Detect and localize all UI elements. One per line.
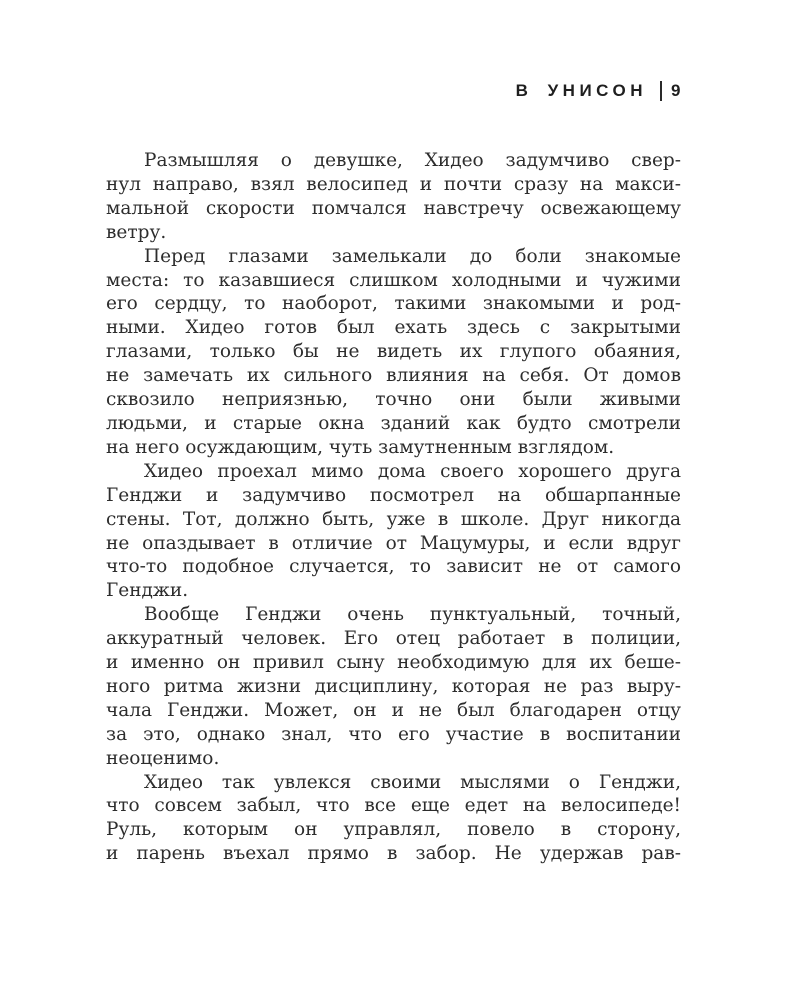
text-line: стены. Тот, должно быть, уже в школе. Друг никогда [106,508,681,530]
text-line: ного ритма жизни дисциплину, которая не раз выру- [106,675,681,697]
text-line: неоценимо. [106,747,220,769]
running-header [516,80,685,102]
text-line: ветру. [106,221,167,243]
text-line: нул направо, взял велосипед и почти сразу на макси- [106,173,681,195]
text-line: чала Генджи. Может, он и не был благодарен отцу [106,699,681,721]
text-line: на него осуждающим, чуть замутненным взглядом. [106,436,615,458]
paragraph [106,771,681,867]
text-line: и парень въехал прямо в забор. Не удержав рав- [106,843,681,865]
text-line: Генджи. [106,580,189,602]
text-line: что-то подобное случается, то зависит не от самого [106,556,681,578]
text-line: за это, однако знал, что его участие в воспитании [106,723,681,745]
text-line: не опаздывает в отличие от Мацумуры, и если вдруг [106,532,681,554]
text-line: его сердцу, то наоборот, такими знакомыми и род- [106,293,681,315]
paragraph [106,149,681,245]
paragraph [106,603,681,770]
paragraph [106,245,681,460]
text-line: аккуратный человек. Его отец работает в полиции, [106,628,681,650]
text-line: Генджи и задумчиво посмотрел на обшарпанные [106,484,681,506]
text-line: людьми, и старые окна зданий как будто смотрели [106,412,681,434]
text-line: Перед глазами замелькали до боли знакомые [144,245,681,267]
header-separator-bar [660,81,662,101]
text-line: Хидео проехал мимо дома своего хорошего друга [144,460,681,482]
page-number: 9 [671,81,685,100]
text-line: и именно он привил сыну необходимую для их беше- [106,652,681,674]
book-title: В УНИСОН [515,81,648,100]
text-line: Вообще Генджи очень пунктуальный, точный, [144,604,681,626]
text-line: не замечать их сильного влияния на себя. От домов [106,365,681,387]
text-line: места: то казавшиеся слишком холодными и чужими [106,269,681,291]
text-line: что совсем забыл, что все еще едет на велосипеде! [106,795,681,817]
text-line: Хидео так увлекся своими мыслями о Генджи, [144,771,681,793]
paragraph [106,460,681,603]
text-line: глазами, только бы не видеть их глупого обаяния, [106,341,681,363]
text-line: сквозило неприязнью, точно они были живыми [106,389,681,411]
page-text [106,149,681,866]
text-line: Руль, которым он управлял, повело в сторону, [106,819,681,841]
text-line: Размышляя о девушке, Хидео задумчиво свер- [144,150,681,171]
text-line: мальной скорости помчался навстречу освежающему [106,197,681,219]
text-line: ными. Хидео готов был ехать здесь с закрытыми [106,317,681,339]
